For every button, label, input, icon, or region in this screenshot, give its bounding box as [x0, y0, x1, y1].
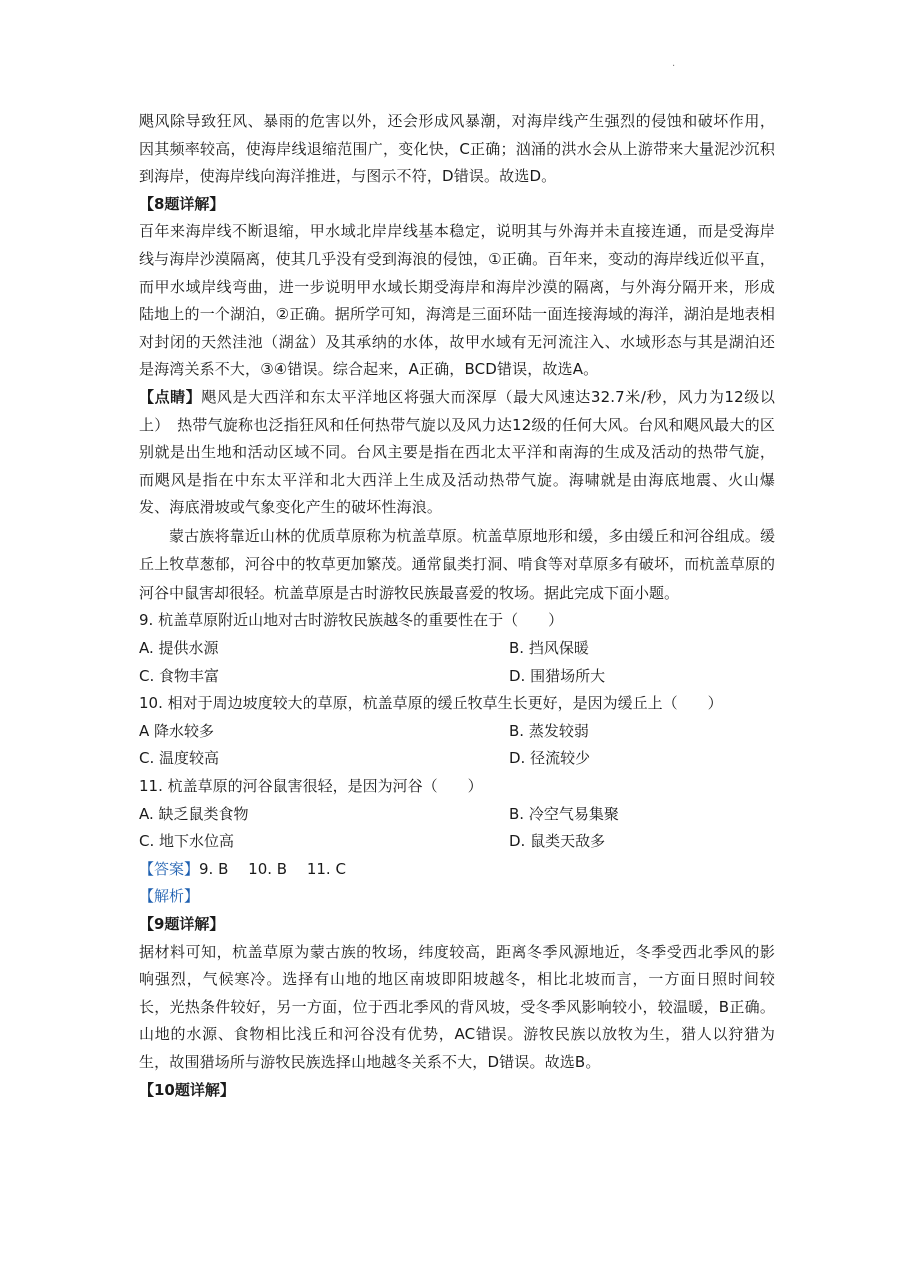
- header-dot: .: [672, 58, 676, 69]
- option-row: [139, 718, 775, 746]
- q10-heading: 【10题详解】: [139, 1080, 235, 1099]
- q9-explanation: 据材料可知，杭盖草原为蒙古族的牧场，纬度较高，距离冬季风源地近，冬季受西北季风的影响强烈，气候寒冷。选择有山地的地区南坡即阳坡越冬，相比北坡而言，一方面日照时间较长，光热条件较好，另一方面，位于西北季风的背风坡，受冬季风影响较小，较温暖，B正确。山地的水源、食物相比浅丘和河谷没有优势，AC错误。游牧民族以放牧为生，猎人以狩猎为生，故围猎场所与游牧民族选择山地越冬关系不大，D错误。故选B。: [139, 942, 775, 1071]
- question-stem: 11. 杭盖草原的河谷鼠害很轻，是因为河谷（ ）: [139, 776, 483, 795]
- q8-explanation: 百年来海岸线不断退缩，甲水域北岸岸线基本稳定，说明其与外海并未直接连通，而是受海岸线与海岸沙漠隔离，使其几乎没有受到海浪的侵蚀，①正确。百年来，变动的海岸线近似平直，而甲水域岸线弯曲，进一步说明甲水域长期受海岸和海岸沙漠的隔离，与外海分隔开来，形成陆地上的一个湖泊，②正确。据所学可知，海湾是三面环陆一面连接海域的海洋，湖泊是地表相对封闭的天然洼池（湖盆）及其承纳的水体，故甲水域有无河流注入、水域形态与其是湖泊还是海湾关系不大，③④错误。综合起来，A正确，BCD错误，故选A。: [139, 222, 775, 379]
- dianjing-label: 【点睛】: [139, 387, 202, 406]
- answer-text: 9. B 10. B 11. C: [199, 859, 346, 878]
- answer-line: [139, 856, 775, 884]
- dianjing-body: 飓风是大西洋和东太平洋地区将强大而深厚（最大风速达32.7米/秒，风力为12级以上） 热带气旋称也泛指狂风和任何热带气旋以及风力达12级的任何大风。台风和飓风最大的区别就是出生地和活动区域不同。台风主要是指在西北太平洋和南海的生成及活动的热带气旋，而飓风是指在中东太平洋和北大西洋上生成及活动热带气旋。海啸就是由海底地震、火山爆发、海底滑坡或气象变化产生的破坏性海浪。: [139, 387, 775, 517]
- q8-heading: 【8题详解】: [139, 194, 225, 213]
- question-9: [139, 607, 775, 690]
- answer-label: 【答案】: [139, 859, 200, 878]
- option-d: D. 径流较少: [509, 749, 591, 768]
- q9-heading: 【9题详解】: [139, 914, 225, 933]
- option-a: A 降水较多: [139, 721, 215, 740]
- option-row: [139, 745, 775, 773]
- option-c: C. 地下水位高: [139, 832, 235, 851]
- option-d: D. 围猎场所大: [509, 666, 606, 685]
- option-c: C. 食物丰富: [139, 666, 220, 685]
- question-stem: 9. 杭盖草原附近山地对古时游牧民族越冬的重要性在于（ ）: [139, 611, 564, 630]
- analysis-label: 【解析】: [139, 887, 200, 906]
- paragraph-q7-tail: 飓风除导致狂风、暴雨的危害以外，还会形成风暴潮，对海岸线产生强烈的侵蚀和破坏作用，因其频率较高，使海岸线退缩范围广，变化快，C正确；汹涌的洪水会从上游带来大量泥沙沉积到海岸，使海岸线向海洋推进，与图示不符，D错误。故选D。: [139, 112, 775, 186]
- option-b: B. 挡风保暖: [509, 639, 589, 657]
- option-a: A. 缺乏鼠类食物: [139, 804, 249, 823]
- dianjing-paragraph: [139, 384, 775, 522]
- option-row: [139, 635, 775, 663]
- option-b: B. 蒸发较弱: [509, 721, 589, 740]
- document-content: [139, 108, 775, 1104]
- option-row: [139, 828, 775, 856]
- option-c: C. 温度较高: [139, 749, 220, 768]
- option-d: D. 鼠类天敌多: [509, 832, 606, 851]
- option-b: B. 冷空气易集聚: [509, 804, 619, 823]
- option-a: A. 提供水源: [139, 639, 219, 657]
- material-passage: 蒙古族将靠近山林的优质草原称为杭盖草原。杭盖草原地形和缓，多由缓丘和河谷组成。缓丘上牧草葱郁，河谷中的牧草更加繁茂。通常鼠类打洞、啃食等对草原多有破坏，而杭盖草原的河谷中鼠害却很轻。杭盖草原是古时游牧民族最喜爱的牧场。据此完成下面小题。: [139, 526, 775, 602]
- option-row: [139, 801, 775, 829]
- question-11: [139, 773, 775, 856]
- question-10: [139, 690, 775, 773]
- question-stem: 10. 相对于周边坡度较大的草原，杭盖草原的缓丘牧草生长更好，是因为缓丘上（ ）: [139, 694, 723, 713]
- option-row: [139, 663, 775, 691]
